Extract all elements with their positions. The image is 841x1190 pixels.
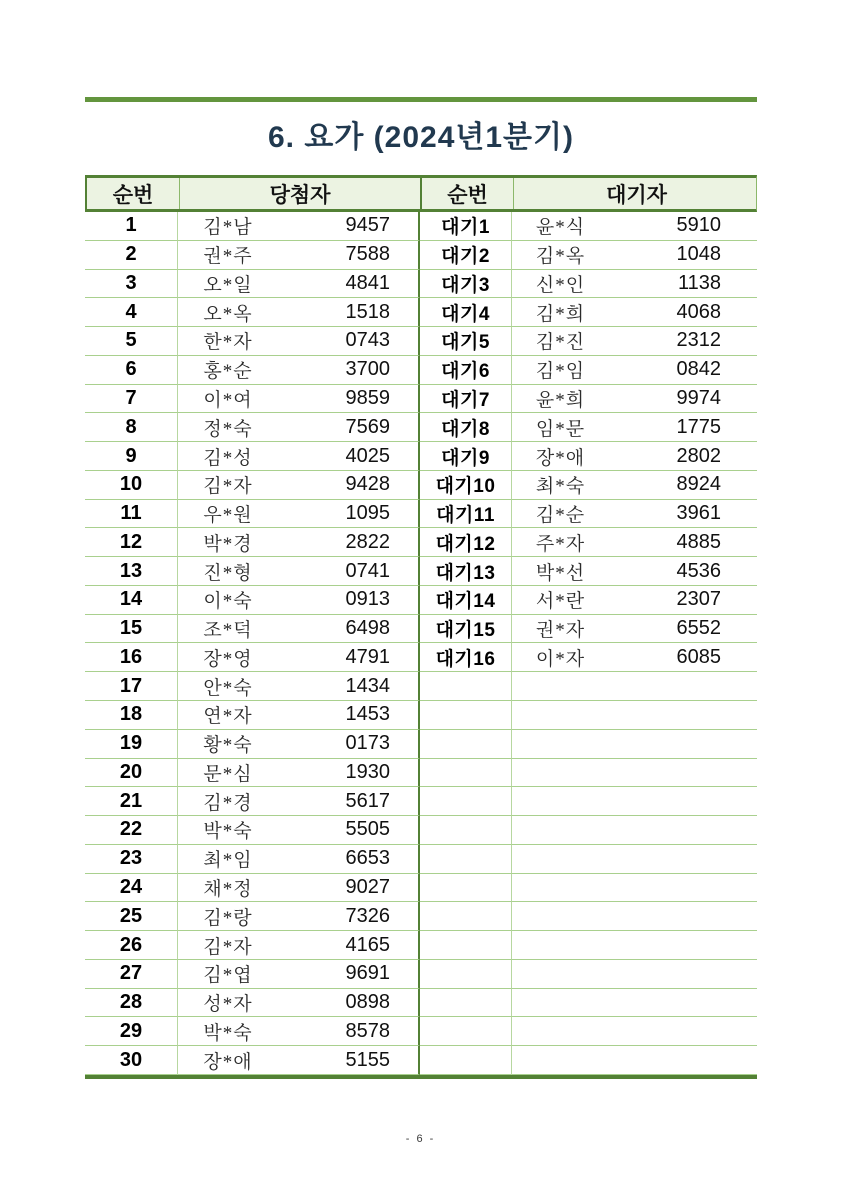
waitlist-rank: 대기10 xyxy=(420,471,512,500)
winner-name: 우*원 xyxy=(203,505,253,527)
table-row xyxy=(85,356,757,385)
table-row xyxy=(85,270,757,299)
waitlist-name: 김*옥 xyxy=(535,246,586,268)
waitlist-number: 0842 xyxy=(676,358,721,381)
winner-entry xyxy=(178,327,420,356)
winner-entry xyxy=(178,787,420,816)
winner-name: 김*남 xyxy=(203,217,253,239)
winner-name: 장*영 xyxy=(203,648,253,670)
waitlist-rank: 대기5 xyxy=(420,327,512,356)
waitlist-entry xyxy=(512,845,757,874)
table-row xyxy=(85,615,757,644)
winner-number: 9428 xyxy=(345,473,390,496)
waitlist-entry xyxy=(512,730,757,759)
waitlist-entry xyxy=(512,471,757,500)
table-row xyxy=(85,960,757,989)
winner-name: 김*자 xyxy=(203,936,253,958)
winner-entry xyxy=(178,586,420,615)
waitlist-entry xyxy=(512,759,757,788)
waitlist-name: 김*진 xyxy=(535,332,586,354)
winner-number: 1930 xyxy=(345,760,390,783)
winner-entry xyxy=(178,1017,420,1046)
winner-rank: 4 xyxy=(85,298,178,327)
winner-entry xyxy=(178,270,420,299)
header-rank-left: 순번 xyxy=(87,178,180,209)
winner-entry xyxy=(178,816,420,845)
winner-entry xyxy=(178,241,420,270)
waitlist-rank xyxy=(420,1017,512,1046)
winner-name: 최*임 xyxy=(203,850,253,872)
waitlist-entry xyxy=(512,298,757,327)
winner-number: 6653 xyxy=(345,847,390,870)
winner-rank: 19 xyxy=(85,730,178,759)
waitlist-number: 4536 xyxy=(676,559,721,582)
winner-rank: 11 xyxy=(85,500,178,529)
winner-number: 9859 xyxy=(345,386,390,409)
waitlist-name: 장*애 xyxy=(535,447,586,469)
winner-number: 4841 xyxy=(345,271,390,294)
waitlist-number: 3961 xyxy=(676,502,721,525)
table-row xyxy=(85,816,757,845)
waitlist-rank: 대기9 xyxy=(420,442,512,471)
winner-rank: 6 xyxy=(85,356,178,385)
waitlist-entry xyxy=(512,672,757,701)
table-row xyxy=(85,730,757,759)
top-divider xyxy=(85,97,757,102)
waitlist-number: 8924 xyxy=(676,473,721,496)
table-row xyxy=(85,1017,757,1046)
waitlist-number: 9974 xyxy=(676,386,721,409)
winner-number: 7569 xyxy=(345,415,390,438)
table-row xyxy=(85,643,757,672)
waitlist-entry xyxy=(512,270,757,299)
table-row xyxy=(85,701,757,730)
winner-rank: 3 xyxy=(85,270,178,299)
winner-rank: 20 xyxy=(85,759,178,788)
winner-name: 박*숙 xyxy=(203,1022,253,1044)
winner-number: 9027 xyxy=(345,876,390,898)
winner-rank: 10 xyxy=(85,471,178,500)
waitlist-rank xyxy=(420,730,512,759)
winner-number: 7326 xyxy=(345,904,390,927)
winner-name: 홍*순 xyxy=(203,361,253,383)
header-waitlist: 대기자 xyxy=(606,183,667,207)
winner-rank: 27 xyxy=(85,960,178,989)
winner-rank: 30 xyxy=(85,1046,178,1075)
winner-number: 4791 xyxy=(345,645,390,668)
table-row xyxy=(85,442,757,471)
winner-number: 5617 xyxy=(345,789,390,812)
waitlist-name: 윤*식 xyxy=(535,217,586,239)
winner-number: 1453 xyxy=(345,703,390,726)
winner-rank: 21 xyxy=(85,787,178,816)
waitlist-number: 2802 xyxy=(676,444,721,467)
winner-name: 이*여 xyxy=(203,389,253,411)
waitlist-rank: 대기3 xyxy=(420,270,512,299)
waitlist-name: 주*자 xyxy=(535,533,586,555)
winner-name: 안*숙 xyxy=(203,677,253,699)
winner-entry xyxy=(178,212,420,241)
waitlist-number: 4068 xyxy=(676,300,721,323)
winner-rank: 28 xyxy=(85,989,178,1018)
winner-name: 정*숙 xyxy=(203,418,253,440)
table-row xyxy=(85,989,757,1018)
winner-entry xyxy=(178,989,420,1018)
table-row xyxy=(85,672,757,701)
winner-entry xyxy=(178,730,420,759)
winner-name: 김*엽 xyxy=(203,965,253,987)
winner-number: 6498 xyxy=(345,617,390,640)
winner-entry xyxy=(178,442,420,471)
winner-rank: 22 xyxy=(85,816,178,845)
waitlist-number: 2312 xyxy=(676,329,721,352)
winner-entry xyxy=(178,385,420,414)
winner-name: 오*옥 xyxy=(203,303,253,325)
waitlist-entry xyxy=(512,816,757,845)
winner-name: 연*자 xyxy=(203,706,253,728)
page-number: - 6 - xyxy=(405,1133,436,1145)
waitlist-rank xyxy=(420,960,512,989)
winner-number: 0743 xyxy=(345,329,390,352)
waitlist-number: 1138 xyxy=(677,271,721,294)
waitlist-name: 서*란 xyxy=(535,591,586,613)
waitlist-entry xyxy=(512,1046,757,1075)
table-row xyxy=(85,385,757,414)
waitlist-rank xyxy=(420,787,512,816)
waitlist-name: 박*선 xyxy=(535,562,586,584)
winner-name: 문*심 xyxy=(203,763,253,785)
winner-number: 9457 xyxy=(345,214,390,237)
winner-entry xyxy=(178,1046,420,1075)
waitlist-entry xyxy=(512,586,757,615)
winner-rank: 16 xyxy=(85,643,178,672)
winner-entry xyxy=(178,902,420,931)
waitlist-rank: 대기1 xyxy=(420,212,512,241)
table-row xyxy=(85,874,757,903)
winner-number: 2822 xyxy=(345,530,390,553)
waitlist-rank xyxy=(420,931,512,960)
winner-number: 5155 xyxy=(345,1048,390,1071)
waitlist-rank: 대기4 xyxy=(420,298,512,327)
winner-rank: 7 xyxy=(85,385,178,414)
winner-rank: 18 xyxy=(85,701,178,730)
waitlist-rank: 대기14 xyxy=(420,586,512,615)
waitlist-rank xyxy=(420,672,512,701)
waitlist-entry xyxy=(512,960,757,989)
winner-number: 9691 xyxy=(345,962,390,985)
winner-name: 성*자 xyxy=(203,994,253,1016)
winner-number: 0898 xyxy=(345,991,390,1014)
winner-name: 박*숙 xyxy=(203,821,253,843)
waitlist-entry xyxy=(512,643,757,672)
winner-rank: 15 xyxy=(85,615,178,644)
waitlist-rank xyxy=(420,989,512,1018)
waitlist-entry xyxy=(512,442,757,471)
table-row xyxy=(85,1046,757,1075)
waitlist-rank: 대기11 xyxy=(420,500,512,529)
table-row xyxy=(85,298,757,327)
table-row xyxy=(85,586,757,615)
table-row xyxy=(85,528,757,557)
waitlist-entry xyxy=(512,1017,757,1046)
winner-rank: 2 xyxy=(85,241,178,270)
page-title: 6. 요가 (2024년1분기) xyxy=(268,121,574,154)
winner-name: 박*경 xyxy=(203,533,253,555)
winner-name: 황*숙 xyxy=(203,735,253,757)
table-row xyxy=(85,413,757,442)
winner-number: 4025 xyxy=(345,444,390,467)
table-row xyxy=(85,902,757,931)
winner-number: 8578 xyxy=(345,1019,390,1042)
table-row xyxy=(85,500,757,529)
winner-rank: 29 xyxy=(85,1017,178,1046)
winner-number: 0173 xyxy=(345,732,390,755)
winner-entry xyxy=(178,845,420,874)
winner-rank: 5 xyxy=(85,327,178,356)
waitlist-rank xyxy=(420,845,512,874)
waitlist-rank: 대기16 xyxy=(420,643,512,672)
winner-rank: 24 xyxy=(85,874,178,903)
winner-rank: 26 xyxy=(85,931,178,960)
winner-number: 5505 xyxy=(345,818,390,841)
table-row xyxy=(85,845,757,874)
winner-entry xyxy=(178,960,420,989)
winner-rank: 1 xyxy=(85,212,178,241)
winner-entry xyxy=(178,471,420,500)
waitlist-number: 5910 xyxy=(676,214,721,237)
waitlist-rank: 대기15 xyxy=(420,615,512,644)
waitlist-rank xyxy=(420,701,512,730)
winner-entry xyxy=(178,298,420,327)
waitlist-rank: 대기12 xyxy=(420,528,512,557)
winner-number: 0913 xyxy=(345,588,390,611)
winner-name: 권*주 xyxy=(203,246,253,268)
winner-rank: 12 xyxy=(85,528,178,557)
winner-name: 조*덕 xyxy=(203,620,253,642)
winner-entry xyxy=(178,413,420,442)
waitlist-rank xyxy=(420,902,512,931)
winner-entry xyxy=(178,759,420,788)
table-row xyxy=(85,759,757,788)
winner-entry xyxy=(178,931,420,960)
header-rank-right: 순번 xyxy=(422,178,514,209)
waitlist-entry xyxy=(512,356,757,385)
winner-rank: 8 xyxy=(85,413,178,442)
winner-number: 1095 xyxy=(345,502,390,525)
winner-entry xyxy=(178,701,420,730)
waitlist-number: 1775 xyxy=(676,415,721,438)
winner-entry xyxy=(178,356,420,385)
waitlist-name: 최*숙 xyxy=(535,476,586,498)
waitlist-rank xyxy=(420,816,512,845)
table-row xyxy=(85,557,757,586)
header-winners: 당첨자 xyxy=(180,178,422,209)
winner-name: 한*자 xyxy=(203,332,253,354)
winner-name: 이*숙 xyxy=(203,591,253,613)
winner-entry xyxy=(178,643,420,672)
waitlist-entry xyxy=(512,413,757,442)
winner-name: 김*랑 xyxy=(203,907,253,929)
waitlist-name: 김*희 xyxy=(535,303,586,325)
winner-name: 진*형 xyxy=(203,562,253,584)
winner-name: 오*일 xyxy=(203,274,253,296)
winner-rank: 23 xyxy=(85,845,178,874)
winner-number: 7588 xyxy=(345,243,390,266)
table-header-row xyxy=(85,175,757,212)
waitlist-rank xyxy=(420,759,512,788)
winner-number: 0741 xyxy=(345,559,390,582)
waitlist-name: 임*문 xyxy=(535,418,586,440)
waitlist-entry xyxy=(512,874,757,903)
waitlist-entry xyxy=(512,902,757,931)
waitlist-entry xyxy=(512,327,757,356)
waitlist-name: 김*순 xyxy=(535,505,586,527)
winner-entry xyxy=(178,557,420,586)
winner-entry xyxy=(178,615,420,644)
waitlist-entry xyxy=(512,787,757,816)
table-row xyxy=(85,787,757,816)
winner-entry xyxy=(178,874,420,903)
winner-entry xyxy=(178,500,420,529)
waitlist-number: 4885 xyxy=(676,530,721,553)
waitlist-entry xyxy=(512,615,757,644)
table-row xyxy=(85,241,757,270)
waitlist-number: 6085 xyxy=(676,645,721,668)
winner-number: 1434 xyxy=(345,674,390,697)
winner-rank: 9 xyxy=(85,442,178,471)
winner-name: 김*경 xyxy=(203,792,253,814)
waitlist-name: 윤*희 xyxy=(535,389,586,411)
waitlist-entry xyxy=(512,931,757,960)
waitlist-number: 6552 xyxy=(676,617,721,640)
waitlist-rank xyxy=(420,874,512,903)
waitlist-number: 2307 xyxy=(676,588,721,611)
waitlist-name: 신*인 xyxy=(535,274,586,296)
waitlist-rank: 대기7 xyxy=(420,385,512,414)
winner-name: 김*자 xyxy=(203,476,253,498)
waitlist-name: 김*임 xyxy=(535,361,586,383)
winner-name: 장*애 xyxy=(203,1051,253,1073)
waitlist-entry xyxy=(512,241,757,270)
winner-entry xyxy=(178,672,420,701)
waitlist-rank: 대기8 xyxy=(420,413,512,442)
waitlist-name: 이*자 xyxy=(535,648,586,670)
winner-name: 채*정 xyxy=(203,879,253,900)
winner-number: 3700 xyxy=(345,358,390,381)
waitlist-entry xyxy=(512,212,757,241)
results-table xyxy=(85,175,757,1079)
winner-rank: 25 xyxy=(85,902,178,931)
waitlist-number: 1048 xyxy=(676,243,721,266)
waitlist-entry xyxy=(512,385,757,414)
table-row xyxy=(85,327,757,356)
waitlist-rank: 대기13 xyxy=(420,557,512,586)
winner-number: 4165 xyxy=(345,933,390,956)
table-row xyxy=(85,931,757,960)
winner-rank: 13 xyxy=(85,557,178,586)
waitlist-rank: 대기2 xyxy=(420,241,512,270)
waitlist-entry xyxy=(512,528,757,557)
table-row xyxy=(85,471,757,500)
winner-rank: 17 xyxy=(85,672,178,701)
winner-entry xyxy=(178,528,420,557)
table-row xyxy=(85,212,757,241)
waitlist-entry xyxy=(512,557,757,586)
winner-name: 김*성 xyxy=(203,447,253,469)
table-body xyxy=(85,212,757,1079)
waitlist-name: 권*자 xyxy=(535,620,586,642)
winner-number: 1518 xyxy=(345,300,390,323)
waitlist-rank: 대기6 xyxy=(420,356,512,385)
waitlist-rank xyxy=(420,1046,512,1075)
waitlist-entry xyxy=(512,500,757,529)
waitlist-entry xyxy=(512,989,757,1018)
waitlist-entry xyxy=(512,701,757,730)
winner-rank: 14 xyxy=(85,586,178,615)
